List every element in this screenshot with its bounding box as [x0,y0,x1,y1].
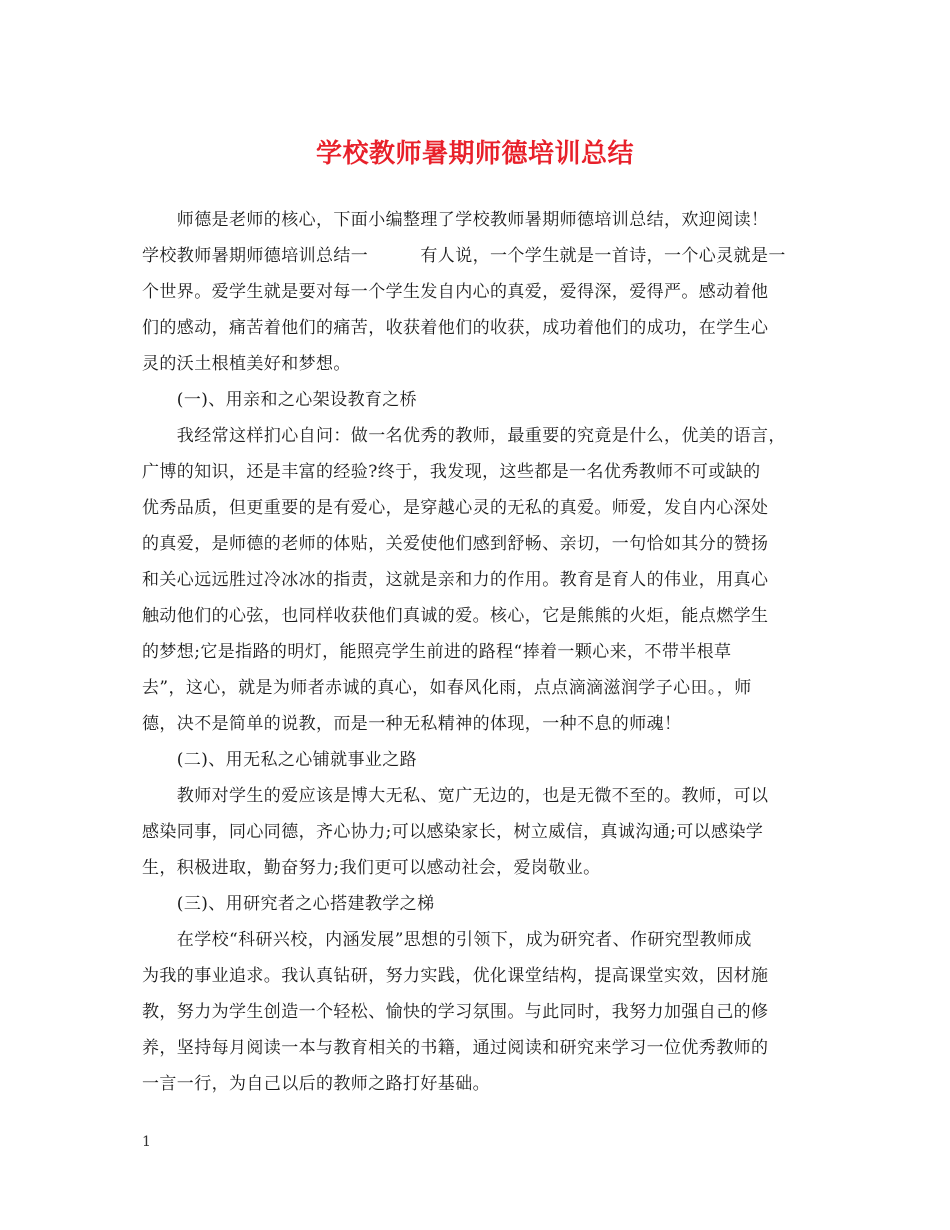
text-line: 教，努力为学生创造一个轻松、愉快的学习氛围。与此同时，我努力加强自己的修 [142,1002,769,1022]
text-line: 灵的沃土根植美好和梦想。 [142,354,351,374]
text-line: 的真爱，是师德的老师的体贴，关爱使他们感到舒畅、亲切，一句恰如其分的赞扬 [142,534,769,554]
text-line: 教师对学生的爱应该是博大无私、宽广无边的，也是无微不至的。教师，可以 [142,786,769,806]
text-line: 为我的事业追求。我认真钻研，努力实践，优化课堂结构，提高课堂实效，因材施 [142,966,769,986]
text-line: 养，坚持每月阅读一本与教育相关的书籍，通过阅读和研究来学习一位优秀教师的 [142,1038,769,1058]
text-line: 在学校“科研兴校，内涵发展”思想的引领下，成为研究者、作研究型教师成 [142,930,752,950]
text-line: 的梦想;它是指路的明灯，能照亮学生前进的路程“捧着一颗心来，不带半根草 [142,642,732,662]
text-line: 生，积极进取，勤奋努力;我们更可以感动社会，爱岗敬业。 [142,858,601,878]
document-title: 学校教师暑期师德培训总结 [315,139,634,169]
section-heading: (一)、用亲和之心架设教育之桥 [142,390,418,410]
text-line: 触动他们的心弦，也同样收获他们真诚的爱。核心，它是熊熊的火炬，能点燃学生 [142,606,769,626]
text-line: 一言一行，为自己以后的教师之路打好基础。 [142,1074,490,1094]
text-line: 德，决不是简单的说教，而是一种无私精神的体现，一种不息的师魂！ [142,714,682,734]
page-number: 1 [142,1134,151,1150]
text-line: 和关心远远胜过冷冰冰的指责，这就是亲和力的作用。教育是育人的伟业，用真心 [142,570,769,590]
text-line: 们的感动，痛苦着他们的痛苦，收获着他们的收获，成功着他们的成功，在学生心 [142,318,769,338]
text-line: 优秀品质，但更重要的是有爱心，是穿越心灵的无私的真爱。师爱，发自内心深处 [142,498,769,518]
text-line: 感染同事，同心同德，齐心协力;可以感染家长，树立威信，真诚沟通;可以感染学 [142,822,764,842]
text-line: 广博的知识，还是丰富的经验?终于，我发现，这些都是一名优秀教师不可或缺的 [142,462,761,482]
section-heading: (三)、用研究者之心搭建教学之梯 [142,894,435,914]
text-line: 师德是老师的核心，下面小编整理了学校教师暑期师德培训总结，欢迎阅读！ [142,210,769,230]
section-heading: (二)、用无私之心铺就事业之路 [142,750,418,770]
text-line: 去”，这心，就是为师者赤诚的真心，如春风化雨，点点滴滴滋润学子心田。，师 [142,678,752,698]
text-line: 我经常这样扪心自问：做一名优秀的教师，最重要的究竟是什么，优美的语言， [142,426,786,446]
text-line: 个世界。爱学生就是要对每一个学生发自内心的真爱，爱得深，爱得严。感动着他 [142,282,769,302]
text-line: 学校教师暑期师德培训总结一 有人说，一个学生就是一首诗，一个心灵就是一 [142,246,786,266]
